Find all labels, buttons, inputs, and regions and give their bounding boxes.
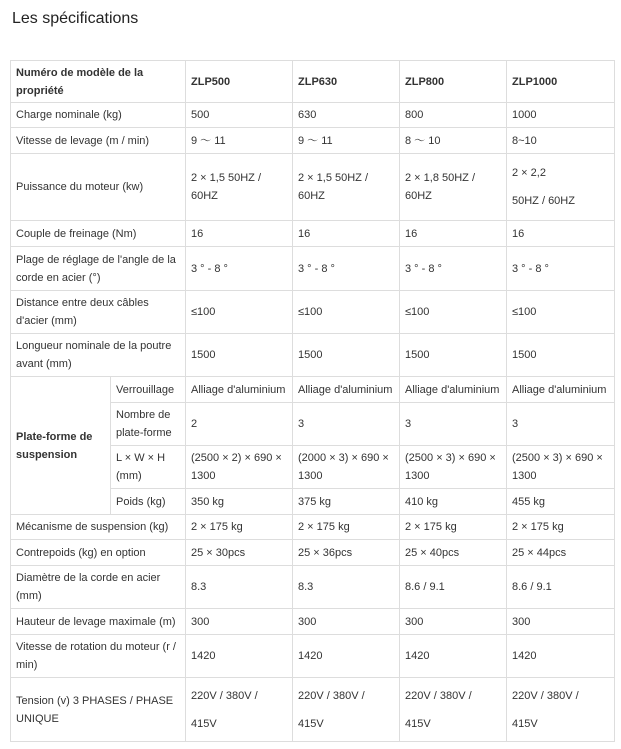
table-cell [507,154,615,221]
cell-line: 50HZ / 60HZ [512,195,575,207]
table-cell: 500 [186,103,293,128]
sub-label: L × W × H (mm) [111,446,186,489]
table-cell: ≤100 [186,291,293,334]
table-cell: Alliage d'aluminium [293,377,400,403]
table-cell: 9 ～ 11 [293,128,400,154]
table-cell: 2 × 175 kg [400,515,507,540]
table-cell: 3 ° - 8 ° [186,247,293,291]
table-cell: Alliage d'aluminium [186,377,293,403]
cell-line: 415V [191,717,217,730]
header-model: ZLP630 [293,61,400,103]
table-cell: 25 × 40pcs [400,540,507,566]
table-cell: 3 ° - 8 ° [293,247,400,291]
table-cell: 16 [507,221,615,247]
table-cell: (2500 × 3) × 690 × 1300 [507,446,615,489]
table-cell: 375 kg [293,489,400,515]
table-cell: 8 ～ 10 [400,128,507,154]
row-label: Vitesse de rotation du moteur (r / min) [11,635,186,678]
table-row [11,540,615,566]
table-cell [400,678,507,742]
table-cell: 300 [186,609,293,635]
table-cell: 1420 [293,635,400,678]
table-cell [507,678,615,742]
table-cell: 350 kg [186,489,293,515]
table-cell: 8.3 [293,566,400,609]
table-cell: 2 × 1,5 50HZ / 60HZ [186,154,293,221]
table-row [11,154,615,221]
table-cell: 300 [293,609,400,635]
table-cell: 2 × 175 kg [186,515,293,540]
row-label: Diamètre de la corde en acier (mm) [11,566,186,609]
table-cell: 9 ～ 11 [186,128,293,154]
table-cell: 3 [293,403,400,446]
table-cell: 8.3 [186,566,293,609]
table-cell: 1500 [400,334,507,377]
table-cell: 25 × 44pcs [507,540,615,566]
row-label: Tension (v) 3 PHASES / PHASE UNIQUE [11,678,186,742]
table-cell: 8~10 [507,128,615,154]
table-cell: 300 [400,609,507,635]
table-cell: 300 [507,609,615,635]
table-cell: 2 [186,403,293,446]
table-cell: 2 × 175 kg [293,515,400,540]
table-cell [293,678,400,742]
table-cell: 1500 [186,334,293,377]
table-row [11,221,615,247]
table-cell: Alliage d'aluminium [400,377,507,403]
table-cell: (2500 × 2) × 690 × 1300 [186,446,293,489]
row-label: Vitesse de levage (m / min) [11,128,186,154]
header-label: Numéro de modèle de la propriété [11,61,186,103]
table-cell: 1500 [293,334,400,377]
sub-label: Nombre de plate-forme [111,403,186,446]
table-cell: 25 × 30pcs [186,540,293,566]
table-cell: 410 kg [400,489,507,515]
table-cell: 630 [293,103,400,128]
table-row [11,609,615,635]
table-cell: Alliage d'aluminium [507,377,615,403]
cell-line: 220V / 380V / [298,689,365,702]
table-row [11,678,615,742]
table-cell: 1000 [507,103,615,128]
platform-label: Plate-forme de suspension [11,377,111,515]
table-row [11,334,615,377]
table-cell: 8.6 / 9.1 [507,566,615,609]
table-row [11,247,615,291]
table-cell: ≤100 [507,291,615,334]
row-label: Charge nominale (kg) [11,103,186,128]
page-title: Les spécifications [12,10,139,27]
header-model: ZLP800 [400,61,507,103]
table-row [11,566,615,609]
table-row [11,291,615,334]
table-cell: 25 × 36pcs [293,540,400,566]
table-cell [186,678,293,742]
row-label: Hauteur de levage maximale (m) [11,609,186,635]
table-row [11,515,615,540]
table-row [11,128,615,154]
cell-line: 2 × 2,2 [512,167,546,179]
cell-line: 415V [405,717,431,730]
table-row [11,377,615,403]
table-cell: 1500 [507,334,615,377]
table-cell: 16 [186,221,293,247]
cell-line: 220V / 380V / [512,689,579,702]
table-cell: 3 ° - 8 ° [400,247,507,291]
table-cell: 1420 [186,635,293,678]
table-cell: 3 ° - 8 ° [507,247,615,291]
table-header-row [11,61,615,103]
row-label: Mécanisme de suspension (kg) [11,515,186,540]
cell-line: 220V / 380V / [191,689,258,702]
table-cell: ≤100 [293,291,400,334]
table-cell: 1420 [400,635,507,678]
table-cell: 16 [293,221,400,247]
sub-label: Poids (kg) [111,489,186,515]
cell-line: 415V [512,717,538,730]
table-row [11,635,615,678]
table-cell: 3 [400,403,507,446]
table-cell: 8.6 / 9.1 [400,566,507,609]
table-cell: 1420 [507,635,615,678]
cell-line: 415V [298,717,324,730]
table-cell: 455 kg [507,489,615,515]
spec-table [10,60,615,742]
table-cell: 800 [400,103,507,128]
row-label: Puissance du moteur (kw) [11,154,186,221]
table-row [11,103,615,128]
row-label: Couple de freinage (Nm) [11,221,186,247]
header-model: ZLP1000 [507,61,615,103]
cell-line: 220V / 380V / [405,689,472,702]
sub-label: Verrouillage [111,377,186,403]
row-label: Plage de réglage de l'angle de la corde en acier (°) [11,247,186,291]
row-label: Contrepoids (kg) en option [11,540,186,566]
table-cell: 3 [507,403,615,446]
table-cell: ≤100 [400,291,507,334]
table-cell: 16 [400,221,507,247]
header-model: ZLP500 [186,61,293,103]
table-cell: 2 × 1,5 50HZ / 60HZ [293,154,400,221]
row-label: Longueur nominale de la poutre avant (mm) [11,334,186,377]
table-cell: 2 × 1,8 50HZ / 60HZ [400,154,507,221]
table-cell: 2 × 175 kg [507,515,615,540]
table-cell: (2000 × 3) × 690 × 1300 [293,446,400,489]
row-label: Distance entre deux câbles d'acier (mm) [11,291,186,334]
table-cell: (2500 × 3) × 690 × 1300 [400,446,507,489]
